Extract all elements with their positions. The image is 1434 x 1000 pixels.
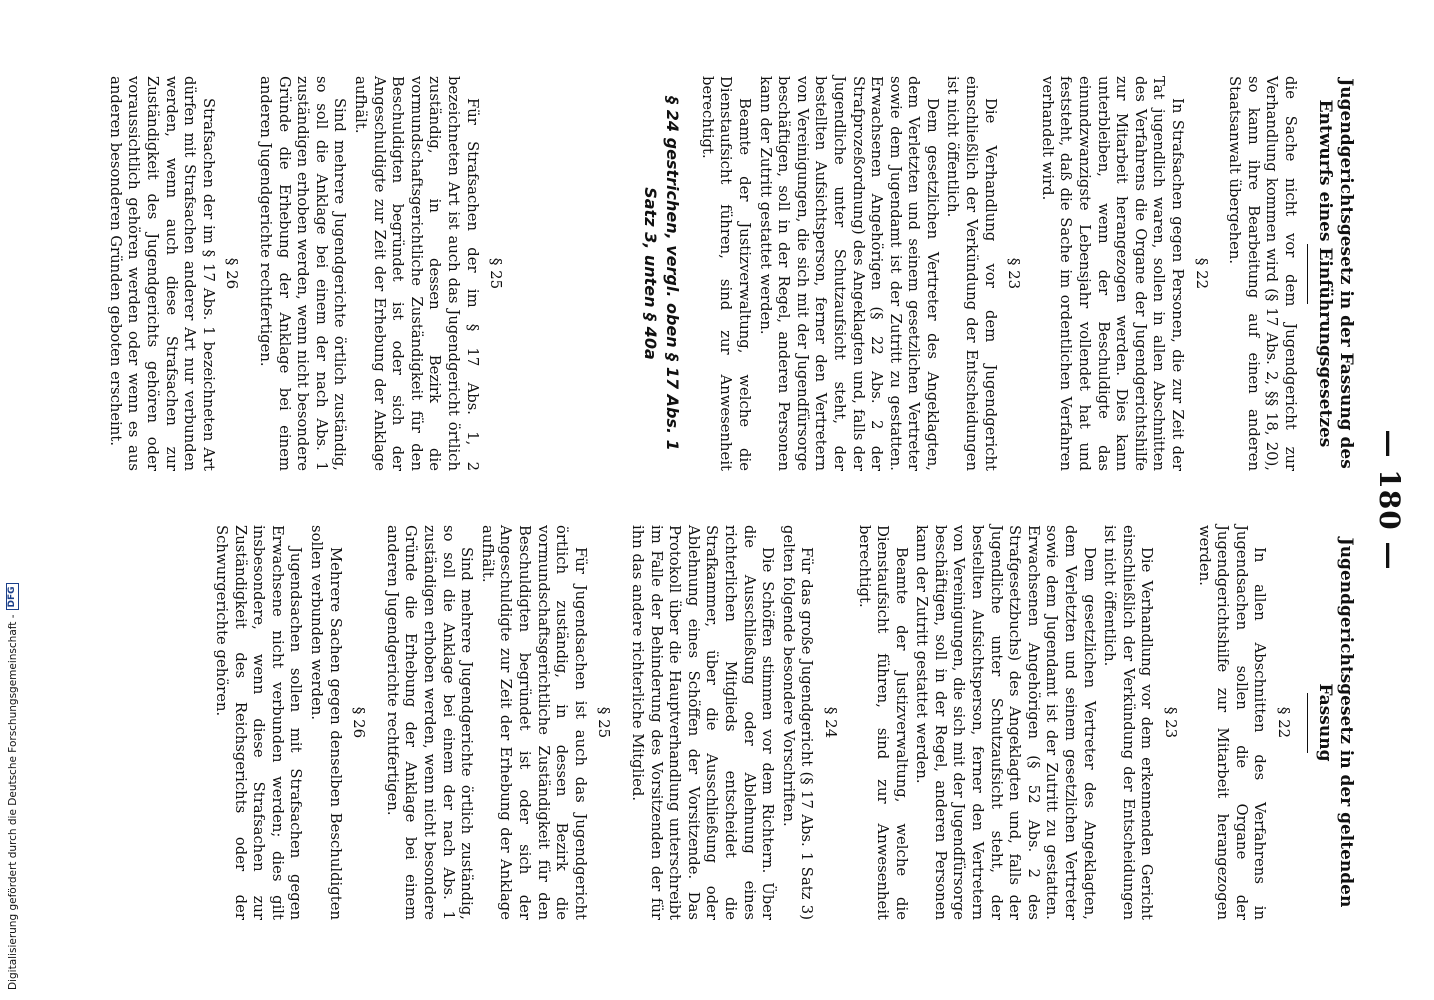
left-section-24-struck-note: § 24 gestrichen, vergl. oben § 17 Abs. 1 Satz 3, unten § 40a: [641, 96, 683, 451]
right-section-23-title: § 23: [1162, 706, 1181, 739]
left-section-23-paragraph-1: Die Verhandlung vor dem Jugendgericht einschließlich der Verkündung der Entscheidungen ist nicht öffentlich.: [944, 76, 999, 471]
right-section-24-paragraph-1: Für das große Jugendgericht (§ 17 Abs. 1 Satz 3) gelten folgende besondere Vorschriften.: [779, 525, 816, 920]
left-section-23-title: § 23: [1005, 257, 1024, 290]
right-column: [212, 525, 1356, 920]
right-section-22-title: § 22: [1275, 706, 1293, 739]
left-section-22-paragraph: In Strafsachen gegen Personen, die zur Zeit der Tat jugendlich waren, sollen in allen Abschnitten des Verfahrens die Organe der Jugendgerichtshilfe zur Mitarbeit herangezogen werden. Dies kann unterbleiben, wenn der Beschuldigte das einundzwanzigste Lebensjahr vollendet hat und feststeht, daß die Sache im ordentlichen Verfahren verhandelt wird.: [1038, 76, 1187, 471]
left-section-26-paragraph: Strafsachen der im § 17 Abs. 1 bezeichneten Art dürfen mit Strafsachen anderer Art nur verbunden werden, wenn auch diese Strafsachen zur Zuständigkeit des Jugendgerichts gehören oder voraussichtlich gehören werden oder wenn es aus anderen besonderen Gründen geboten erscheint.: [106, 76, 217, 471]
left-section-25-title: § 25: [487, 257, 506, 290]
right-section-22-paragraph: In allen Abschnitten des Verfahrens in Jugendsachen sollen die Organe der Jugendgerichtshilfe zur Mitarbeit herangezogen werden.: [1195, 525, 1269, 920]
right-section-23-paragraph-2: Dem gesetzlichen Vertreter des Angeklagten, dem Verletzten und seinem gesetzlichen Vertreter sowie dem Jugendamt ist der Zutritt zu gestatten. Erwachsenen Angehörigen (§ 52 Abs. 2 des Strafgesetzbuchs) des Angeklagten und, falls der Jugendliche unter Schutzaufsicht steht, der bestellten Aufsichtsperson, ferner den Vertretern von Vereinigungen, die sich mit der Jugendfürsorge beschäftigen, soll in der Regel, anderen Personen kann der Zutritt gestattet werden.: [913, 525, 1098, 920]
right-section-26-paragraph-2: Jugendsachen sollen mit Strafsachen gegen Erwachsene nicht verbunden werden; dies gilt insbesondere, wenn diese Strafsachen zur Zuständigkeit des Reichsgerichts oder der Schwurgerichte gehören.: [213, 525, 305, 920]
spacer: [519, 76, 629, 471]
heading-rule: [1307, 693, 1308, 753]
right-section-25-title: § 25: [595, 706, 614, 739]
left-intro-paragraph: die Sache nicht vor dem Jugendgericht zur Verhandlung kommen wird (§ 17 Abs. 2, §§ 18, 20), so kann ihre Bearbeitung auf einen anderen Staatsanwalt übergehen.: [1226, 76, 1299, 471]
left-column: [105, 76, 1356, 471]
left-section-23-paragraph-3: Beamte der Justizverwaltung, welche die Dienstaufsicht führen, sind zur Anwesenheit berechtigt.: [698, 76, 753, 471]
page-number: — 180 —: [1373, 429, 1406, 571]
left-section-22-title: § 22: [1192, 257, 1211, 290]
left-section-25-paragraph-1: Für Strafsachen der im § 17 Abs. 1, 2 bezeichneten Art ist auch das Jugendgericht örtlich zuständig, in dessen Bezirk die vormundschaftsgerichtliche Zuständigkeit für den Beschuldigten begründet ist oder sich der Angeschuldigte zur Zeit der Erhebung der Anklage aufhält.: [352, 76, 481, 471]
right-section-23-paragraph-3: Beamte der Justizverwaltung, welche die Dienstaufsicht führen, sind zur Anwesenheit berechtigt.: [855, 525, 910, 920]
left-section-26-title: § 26: [223, 257, 242, 290]
right-section-26-paragraph-1: Mehrere Sachen gegen denselben Beschuldigten sollen verbunden werden.: [308, 525, 344, 920]
right-section-25-paragraph-1: Für Jugendsachen ist auch das Jugendgericht örtlich zuständig, in dessen Bezirk die vormundschaftsgerichtliche Zuständigkeit für den Beschuldigten begründet ist oder sich der Angeschuldigte zur Zeit der Erhebung der Anklage aufhält.: [478, 525, 589, 920]
right-section-24-paragraph-2: Die Schöffen stimmen vor dem Richtern. Über die Ausschließung oder Ablehnung eines richterlichen Mitglieds entscheidet die Strafkammer, über die Ausschließung oder Ablehnung eines Schöffen der Vorsitzende. Das Protokoll über die Hauptverhandlung unterschreibt im Falle der Behinderung des Vorsitzenden der für ihn das andere richterliche Mitglied.: [629, 525, 777, 920]
left-column-heading: Jugendgerichtsgesetz in der Fassung des Entwurfs eines Einführungsgesetzes: [1315, 78, 1356, 469]
left-section-23-paragraph-2: Dem gesetzlichen Vertreter des Angeklagten, dem Verletzten und seinem gesetzlichen Vertreter sowie dem Jugendamt ist der Zutritt zu gestatten. Erwachsenen Angehörigen (§ 22 Abs. 2 der Strafprozeßordnung) des Angeklagten und, falls der Jugendliche unter Schutzaufsicht steht, der bestellten Aufsichtsperson, ferner den Vertretern von Vereinigungen, die sich mit der Jugendfürsorge beschäftigen, soll in der Regel, anderen Personen kann der Zutritt gestattet werden.: [756, 76, 941, 471]
heading-rule: [1307, 244, 1308, 304]
right-section-23-paragraph-1: Die Verhandlung vor dem erkennenden Gericht einschließlich der Verkündung der Entscheidungen ist nicht öffentlich.: [1101, 525, 1156, 920]
dfg-logo: DFG: [6, 583, 19, 610]
digitization-credit-text: Digitalisierung gefördert durch die Deutsche Forschungsgemeinschaft -: [6, 614, 19, 990]
digitization-credit: [6, 583, 19, 990]
left-section-25-paragraph-2: Sind mehrere Jugendgerichte örtlich zuständig, so soll die Anklage bei einem der nach Abs. 1 zuständigen erhoben werden, wenn nicht besondere Gründe die Erhebung der Anklage bei einem anderen Jugendgerichte rechtfertigen.: [257, 76, 349, 471]
right-section-26-title: § 26: [350, 706, 369, 739]
right-section-25-paragraph-2: Sind mehrere Jugendgerichte örtlich zuständig, so soll die Anklage bei einem der nach Abs. 1 zuständigen erhoben werden, wenn nicht besondere Gründe die Erhebung der Anklage bei einem anderen Jugendgerichte rechtfertigen.: [383, 525, 476, 920]
right-section-24-title: § 24: [821, 706, 840, 739]
right-column-heading: Jugendgerichtsgesetz in der geltenden Fassung: [1315, 537, 1356, 908]
